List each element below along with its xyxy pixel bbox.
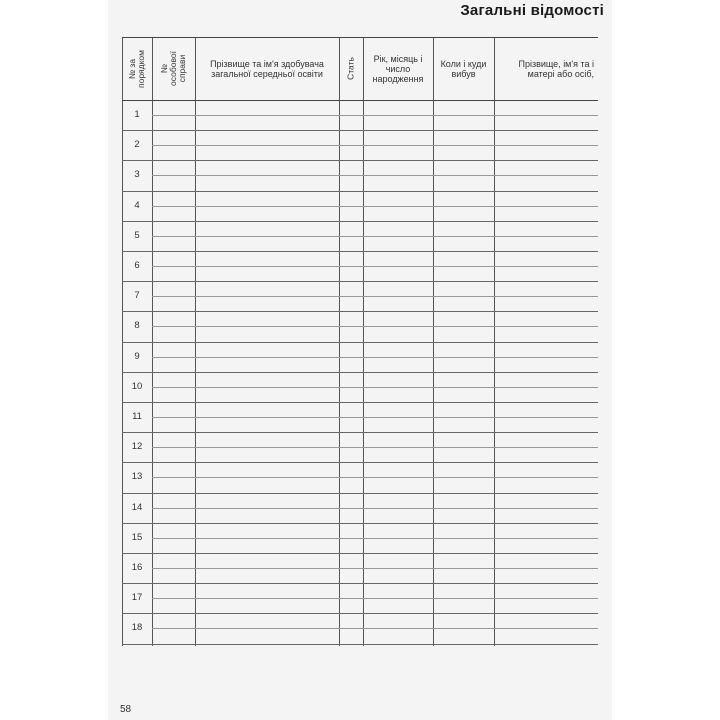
- row-number: 17: [131, 592, 143, 604]
- table-row: [122, 281, 598, 282]
- row-writing-line: [152, 115, 598, 116]
- header-col-number-label: № за порядком: [127, 49, 147, 88]
- header-col-parents: [494, 37, 598, 100]
- row-writing-line: [152, 477, 598, 478]
- page-number: 58: [120, 704, 132, 715]
- row-number: 2: [134, 139, 140, 151]
- row-number: 12: [131, 441, 143, 453]
- register-table: [122, 37, 598, 646]
- table-row: [122, 221, 598, 222]
- page-title: Загальні відомості: [460, 2, 604, 19]
- table-row: [122, 644, 598, 645]
- table-row: [122, 130, 598, 131]
- row-number: 3: [134, 169, 140, 181]
- row-writing-line: [152, 206, 598, 207]
- header-col-number: [122, 37, 152, 100]
- row-number: 11: [132, 411, 142, 422]
- row-number: 5: [134, 229, 140, 241]
- header-col-parents-label: Прізвище, ім'я та і матері або осіб,: [518, 58, 594, 79]
- row-number: 7: [134, 290, 140, 302]
- table-top-border: [122, 37, 598, 38]
- table-row: [122, 583, 598, 584]
- row-number: 10: [131, 380, 143, 392]
- table-row: [122, 553, 598, 554]
- header-bottom-border: [122, 100, 598, 101]
- row-number: 1: [134, 109, 140, 120]
- row-writing-line: [152, 236, 598, 237]
- row-number: 14: [131, 501, 143, 513]
- row-writing-line: [152, 538, 598, 539]
- row-writing-line: [152, 296, 598, 297]
- row-writing-line: [152, 387, 598, 388]
- header-col-departure-label: Коли і куди вибув: [440, 58, 487, 79]
- row-number: 13: [131, 471, 143, 483]
- row-number: 16: [131, 562, 143, 573]
- row-writing-line: [152, 175, 598, 176]
- row-writing-line: [152, 508, 598, 509]
- row-number: 4: [134, 199, 140, 211]
- row-number: 15: [131, 531, 143, 543]
- table-row: [122, 462, 598, 463]
- row-writing-line: [152, 145, 598, 146]
- row-writing-line: [152, 326, 598, 327]
- table-row: [122, 493, 598, 494]
- table-row: [122, 372, 598, 373]
- table-row: [122, 523, 598, 524]
- header-col-file-number: [152, 37, 195, 100]
- row-writing-line: [152, 568, 598, 569]
- table-row: [122, 251, 598, 252]
- table-row: [122, 432, 598, 433]
- table-row: [122, 342, 598, 343]
- header-col-file-number-label: № особової справи: [159, 51, 187, 86]
- row-number: 8: [134, 320, 140, 332]
- row-writing-line: [152, 598, 598, 599]
- table-row: [122, 311, 598, 312]
- header-col-student-name-label: Прізвище та ім'я здобувача загальної середньої освіти: [210, 58, 324, 79]
- row-writing-line: [152, 447, 598, 448]
- header-col-departure: [433, 37, 494, 100]
- table-row: [122, 402, 598, 403]
- table-row: [122, 160, 598, 161]
- header-col-student-name: [195, 37, 339, 100]
- header-col-birth-date: [363, 37, 433, 100]
- row-writing-line: [152, 266, 598, 267]
- header-col-gender: [339, 37, 363, 100]
- row-number: 9: [134, 350, 140, 362]
- table-row: [122, 191, 598, 192]
- table-row: [122, 613, 598, 614]
- header-col-gender-label: Стать: [345, 57, 356, 80]
- row-writing-line: [152, 417, 598, 418]
- header-col-birth-date-label: Рік, місяць і число народження: [372, 53, 424, 84]
- row-number: 18: [131, 622, 143, 634]
- row-writing-line: [152, 357, 598, 358]
- row-writing-line: [152, 628, 598, 629]
- row-number: 6: [134, 260, 140, 271]
